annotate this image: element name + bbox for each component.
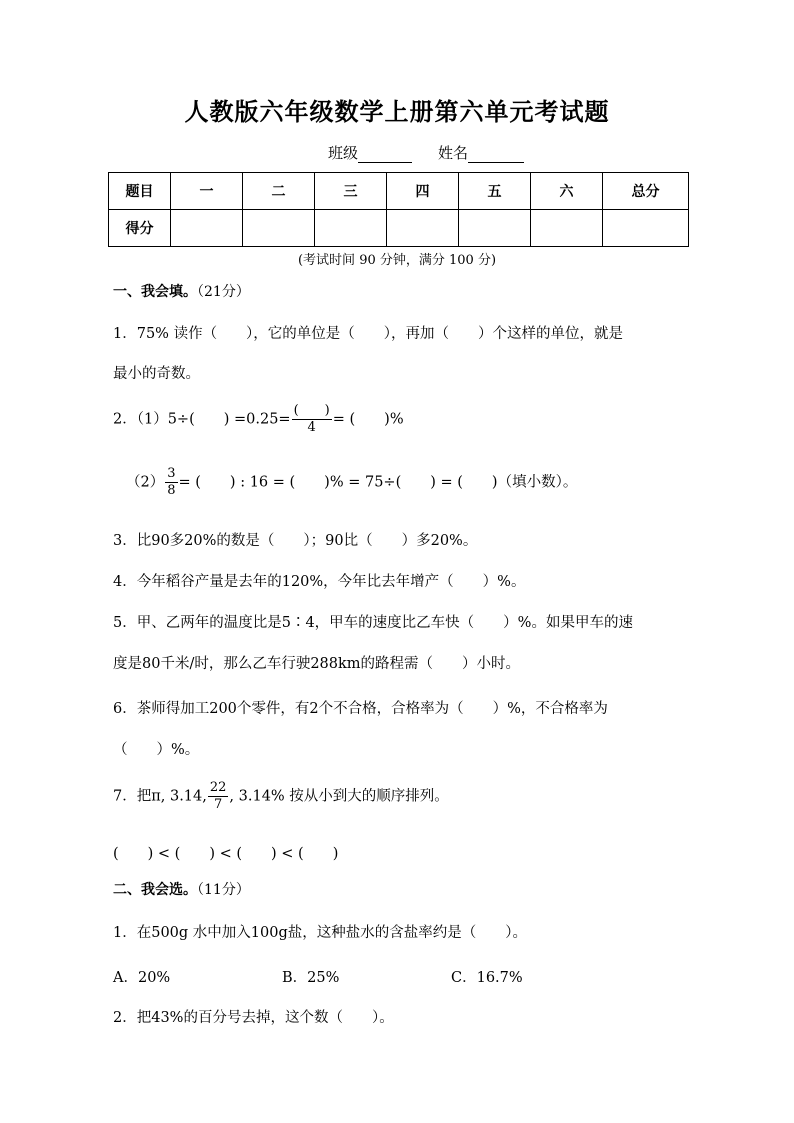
option-c: C．16.7% (451, 970, 523, 986)
name-label: 姓名 (438, 144, 469, 162)
question-4: 4．今年稻谷产量是去年的120%，今年比去年增产（ ）%。 (113, 574, 526, 590)
score-header-cell: 四 (387, 173, 459, 210)
question-3: 3．比90多20%的数是（ ）；90比（ ）多20%。 (113, 533, 478, 549)
class-field (328, 142, 412, 163)
option-b: B．25% (282, 970, 340, 986)
section-1-heading (113, 281, 250, 301)
q2a-prefix: 2．（1）5÷( ) =0.25= (113, 411, 291, 428)
question-5-line-1: 5．甲、乙两年的温度比是5∶4，甲车的速度比乙车快（ ）%。如果甲车的速 (113, 615, 633, 631)
q2a-numerator: ( ) (293, 403, 330, 418)
q2a-fraction (292, 403, 332, 436)
score-cell[interactable] (531, 210, 603, 247)
score-cell[interactable] (387, 210, 459, 247)
score-header-cell: 六 (531, 173, 603, 210)
score-header-cell: 题目 (109, 173, 171, 210)
score-cell[interactable] (243, 210, 315, 247)
q7-denominator: 7 (214, 797, 223, 812)
q7-prefix: 7．把π, 3.14, (113, 788, 207, 805)
page-title: 人教版六年级数学上册第六单元考试题 (184, 97, 610, 126)
q2b-prefix: （2） (126, 474, 165, 491)
q2b-denominator: 8 (167, 483, 176, 498)
name-blank (468, 148, 524, 163)
class-label: 班级 (328, 144, 359, 162)
score-cell[interactable] (171, 210, 243, 247)
question-1-line-2: 最小的奇数。 (113, 366, 200, 382)
question-6-line-2: （ ）%。 (113, 742, 200, 758)
section-2-question-2: 2．把43%的百分号去掉，这个数（ ）。 (113, 1010, 394, 1026)
section-1-title: 一、我会填。 (113, 284, 197, 300)
score-header-cell: 二 (243, 173, 315, 210)
section-1-points: （21分） (197, 284, 250, 300)
question-1-line-1: 1．75% 读作（ ），它的单位是（ ），再加（ ）个这样的单位，就是 (113, 326, 624, 342)
name-field (438, 142, 524, 163)
q7-fraction (208, 780, 229, 813)
score-row-label: 得分 (109, 210, 171, 247)
option-a: A．20% (113, 970, 171, 986)
score-cell[interactable] (603, 210, 689, 247)
section-2-question-1: 1．在500g 水中加入100g盐，这种盐水的含盐率约是（ ）。 (113, 925, 527, 941)
question-6-line-1: 6．茶师得加工200个零件，有2个不合格，合格率为（ ）%，不合格率为 (113, 701, 608, 717)
question-5-line-2: 度是80千米/时，那么乙车行驶288km的路程需（ ）小时。 (113, 656, 521, 672)
q2b-suffix: = ( ) : 16 = ( )% = 75÷( ) = ( )（填小数）。 (178, 474, 578, 491)
score-header-cell: 总分 (603, 173, 689, 210)
q2a-denominator: 4 (307, 420, 316, 435)
score-header-cell: 三 (315, 173, 387, 210)
section-2-points: （11分） (197, 882, 250, 898)
q2b-numerator: 3 (167, 466, 176, 481)
q7-numerator: 22 (209, 780, 227, 795)
score-cell[interactable] (315, 210, 387, 247)
section-2-title: 二、我会选。 (113, 882, 197, 898)
exam-note: (考试时间 90 分钟，满分 100 分) (297, 253, 497, 268)
question-2-part-1 (113, 403, 404, 436)
score-cell[interactable] (459, 210, 531, 247)
score-table-header-row (109, 173, 689, 210)
question-7-answer: ( ) < ( ) < ( ) < ( ) (113, 846, 339, 862)
question-2-part-2 (126, 466, 577, 499)
score-table (108, 172, 689, 247)
q2a-suffix: = ( )% (332, 411, 404, 428)
q2b-fraction (165, 466, 177, 499)
class-blank (358, 148, 412, 163)
score-header-cell: 一 (171, 173, 243, 210)
score-header-cell: 五 (459, 173, 531, 210)
question-7 (113, 780, 449, 813)
q7-suffix: , 3.14% 按从小到大的顺序排列。 (229, 788, 449, 805)
score-table-score-row (109, 210, 689, 247)
section-2-heading (113, 879, 250, 899)
